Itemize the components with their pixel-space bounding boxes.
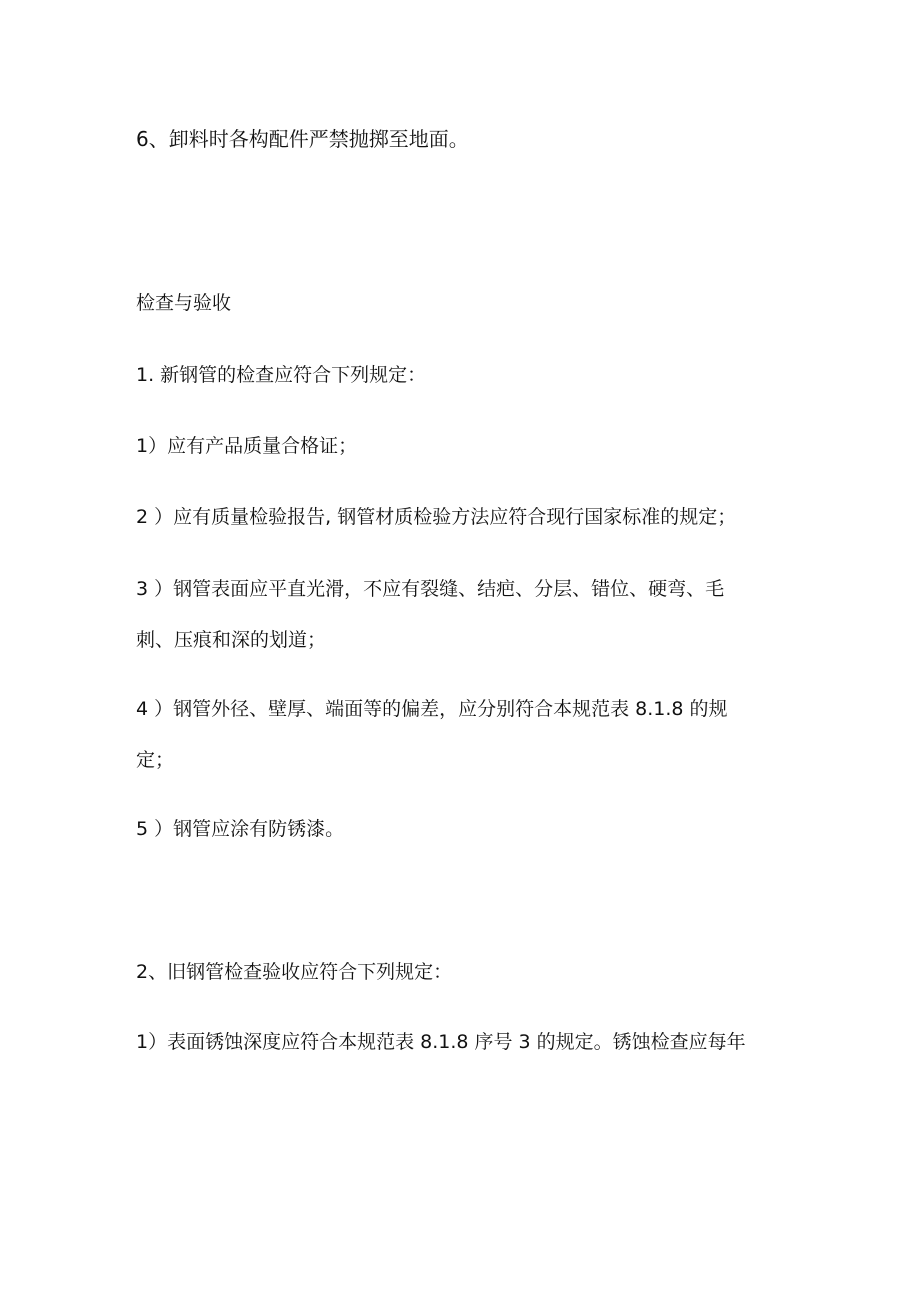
paragraph-unloading-rule: 6、卸料时各构配件严禁抛掷至地面。 — [136, 127, 469, 151]
list-item-deviation-line1: 4 ）钢管外径、壁厚、端面等的偏差，应分别符合本规范表 8.1.8 的规 — [136, 698, 728, 720]
paragraph-new-pipe-rules: 1. 新钢管的检查应符合下列规定： — [136, 364, 427, 386]
list-item-surface-line1: 3 ）钢管表面应平直光滑，不应有裂缝、结疤、分层、错位、硬弯、毛 — [136, 578, 725, 600]
list-item-surface-line2: 刺、压痕和深的划道； — [136, 629, 327, 651]
paragraph-old-pipe-rules: 2、旧钢管检查验收应符合下列规定： — [136, 961, 453, 983]
list-item-certificate: 1）应有产品质量合格证； — [136, 435, 358, 457]
section-heading-inspection: 检查与验收 — [136, 292, 232, 314]
list-item-antirust: 5 ）钢管应涂有防锈漆。 — [136, 818, 345, 840]
list-item-deviation-line2: 定； — [136, 749, 175, 771]
list-item-corrosion: 1）表面锈蚀深度应符合本规范表 8.1.8 序号 3 的规定。锈蚀检查应每年 — [136, 1031, 746, 1053]
list-item-inspection-report: 2 ）应有质量检验报告, 钢管材质检验方法应符合现行国家标准的规定； — [136, 506, 737, 528]
